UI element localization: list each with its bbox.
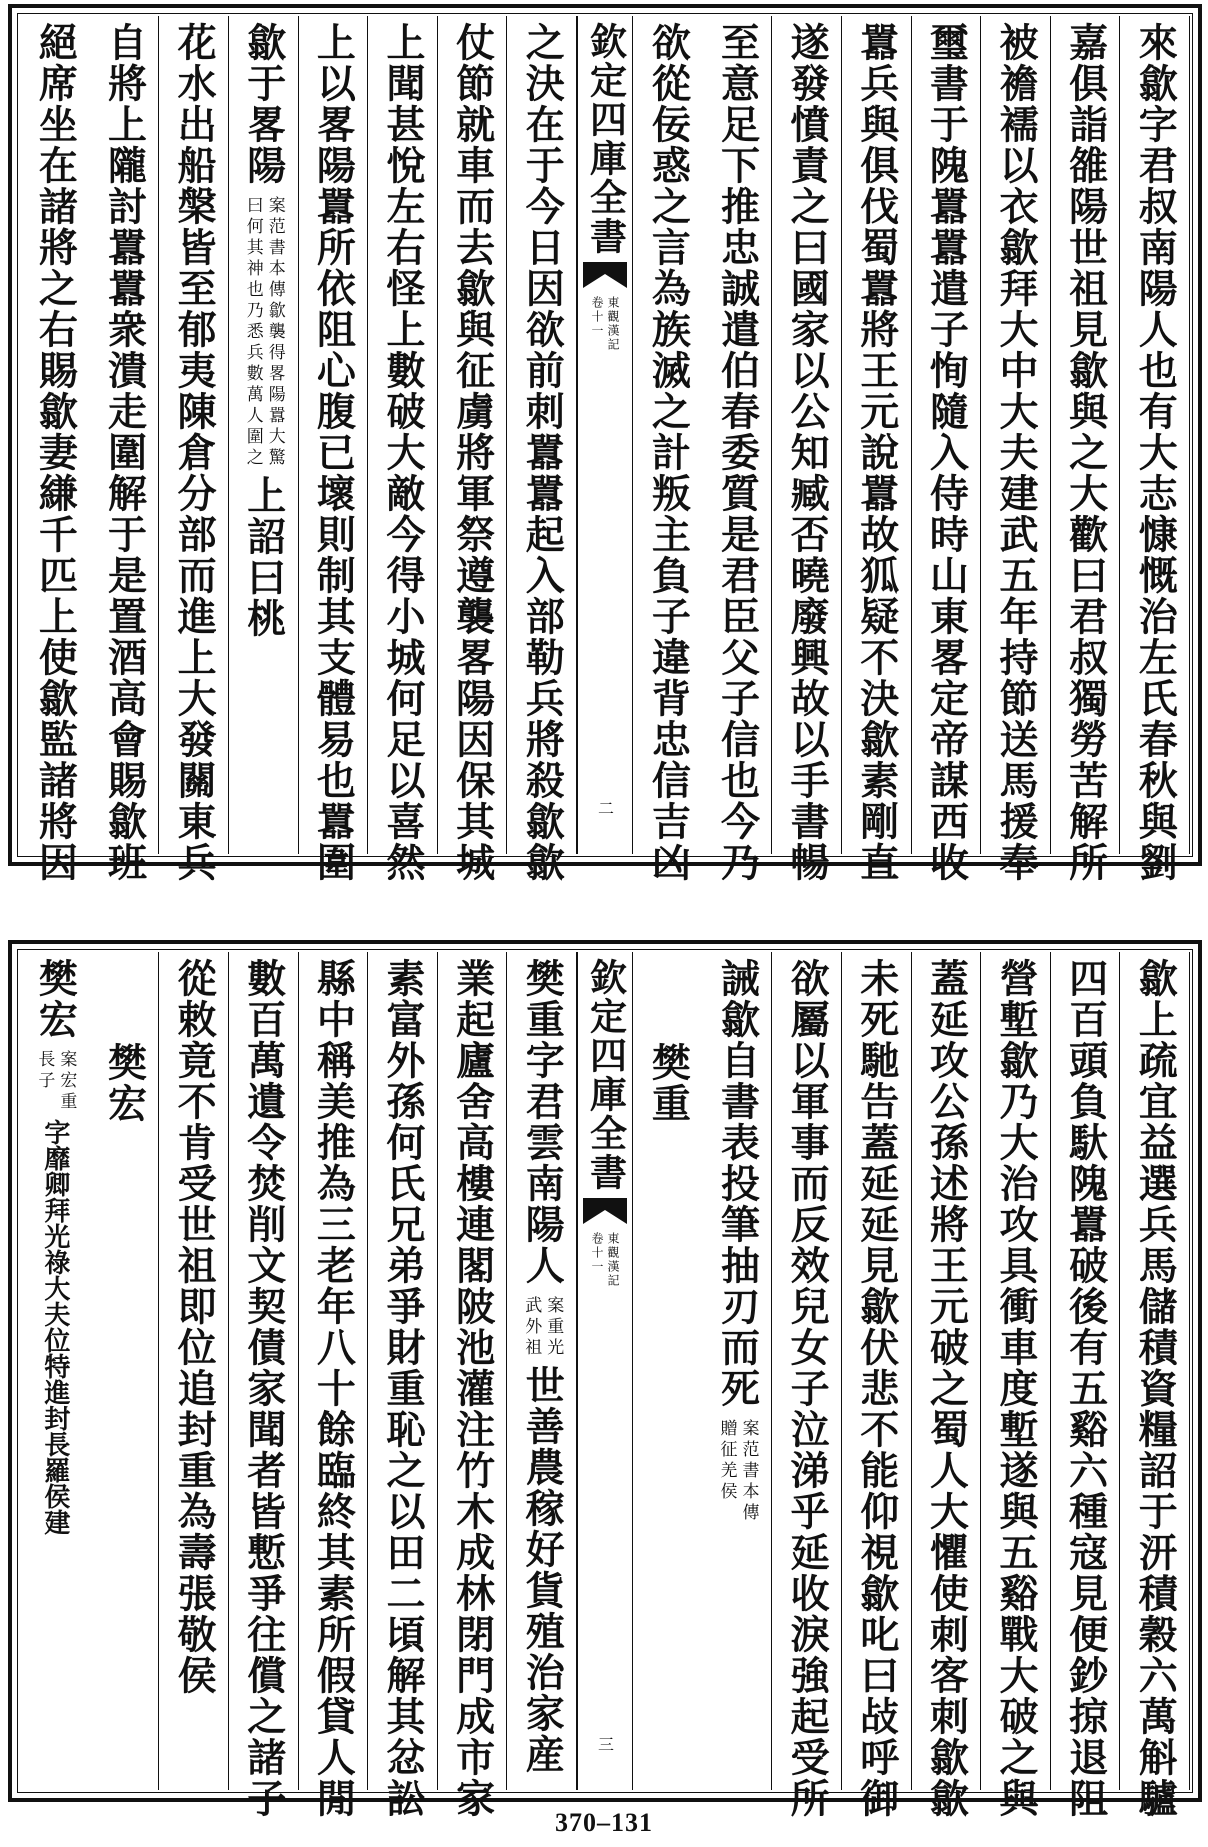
annotation-note bbox=[716, 1419, 759, 1524]
column-text: 世善農稼好貨殖治家産 bbox=[519, 1365, 566, 1775]
text-column bbox=[633, 952, 703, 1790]
text-column bbox=[90, 952, 160, 1790]
text-column bbox=[842, 16, 912, 883]
folio-number: 三 bbox=[595, 1736, 615, 1752]
column-text: 從敕竟不肯受世祖即位追封重為壽張敬侯 bbox=[171, 958, 218, 1696]
column-text: 縣中稱美推為三老年八十餘臨終其素所假貸人閒 bbox=[310, 958, 357, 1819]
column-text: 業起廬舍高樓連閣陂池灌注竹木成林閉門成市家 bbox=[449, 958, 496, 1819]
center-note-text: 東觀漢記 bbox=[606, 296, 620, 352]
text-column bbox=[299, 952, 369, 1819]
note-text: 贈征羌侯 bbox=[716, 1419, 737, 1503]
column-text: 誡歙自書表投筆抽刃而死 bbox=[714, 958, 761, 1409]
column-text: 樊宏 bbox=[32, 958, 79, 1040]
text-column bbox=[90, 16, 160, 883]
center-note-text: 卷十一 bbox=[590, 1232, 604, 1274]
column-text: 欲從佞惑之言為族滅之計叛主負子違背忠信吉凶 bbox=[645, 22, 692, 883]
column-text: 花水出船槃皆至郁夷陳倉分部而進上大發關東兵 bbox=[171, 22, 218, 883]
center-fold bbox=[577, 952, 633, 1790]
text-column bbox=[1120, 16, 1190, 883]
text-column bbox=[229, 16, 299, 854]
center-note-text: 卷十一 bbox=[590, 296, 604, 338]
column-text: 來歙字君叔南陽人也有大志慷慨治左氏春秋與劉 bbox=[1132, 22, 1179, 883]
column-text: 歙上疏宜益選兵馬儲積資糧詔于汧積穀六萬斛驢 bbox=[1132, 958, 1179, 1819]
center-note bbox=[591, 296, 619, 352]
column-text: 絕席坐在諸將之右賜歙妻縑千匹上使歙監諸將因 bbox=[32, 22, 79, 883]
text-column bbox=[912, 16, 982, 883]
annotation-note bbox=[244, 196, 283, 469]
text-column bbox=[981, 16, 1051, 883]
text-column bbox=[912, 952, 982, 1819]
section-heading: 樊重 bbox=[645, 1042, 692, 1124]
note-text: 武外祖 bbox=[521, 1296, 542, 1359]
text-column bbox=[20, 952, 90, 1790]
page-bottom bbox=[8, 940, 1202, 1819]
note-text: 案范書本傳歙襲得畧陽囂大驚 bbox=[264, 196, 285, 469]
column-text: 數百萬遺令焚削文契債家聞者皆慙爭往償之諸子 bbox=[240, 958, 287, 1819]
center-fold bbox=[577, 16, 633, 854]
column-text: 璽書于隗囂囂遣子恂隨入侍時山東畧定帝謀西收 bbox=[923, 22, 970, 883]
column-text: 囂兵與俱伐蜀囂將王元說囂故狐疑不決歙素剛直 bbox=[853, 22, 900, 883]
column-text: 上以畧陽囂所依阻心腹已壞則制其支體易也囂圍 bbox=[310, 22, 357, 883]
text-column bbox=[507, 16, 577, 883]
fishtail-mark-icon bbox=[583, 262, 627, 290]
text-column bbox=[20, 16, 90, 883]
column-text: 未死馳告蓋延延見歙伏悲不能仰視歙叱曰敁呼御 bbox=[853, 958, 900, 1819]
book-title: 欽定四庫全書 bbox=[583, 22, 628, 256]
text-column bbox=[368, 16, 438, 883]
text-column bbox=[229, 952, 299, 1819]
note-text: 長子 bbox=[34, 1050, 55, 1092]
column-text: 四百頭負馱隗囂破後有五谿六種寇見便鈔掠退阻 bbox=[1062, 958, 1109, 1819]
text-column bbox=[1051, 16, 1121, 883]
page-top bbox=[8, 4, 1202, 883]
column-text: 上詔曰桃 bbox=[240, 475, 287, 639]
annotation-note bbox=[521, 1296, 564, 1359]
text-column bbox=[438, 16, 508, 883]
text-column bbox=[981, 952, 1051, 1819]
annotation-note bbox=[34, 1050, 77, 1113]
text-column bbox=[772, 952, 842, 1819]
text-column bbox=[842, 952, 912, 1819]
folio-number: 二 bbox=[595, 800, 615, 816]
text-column bbox=[1120, 952, 1190, 1819]
center-note bbox=[591, 1232, 619, 1288]
column-text: 仗節就車而去歙與征虜將軍祭遵襲畧陽因保其城 bbox=[449, 22, 496, 883]
book-title: 欽定四庫全書 bbox=[583, 958, 628, 1192]
column-text: 至意足下推忠誠遣伯春委質是君臣父子信也今乃 bbox=[714, 22, 761, 883]
text-column bbox=[368, 952, 438, 1819]
text-column bbox=[703, 16, 773, 883]
text-column bbox=[772, 16, 842, 883]
note-text: 曰何其神也乃悉兵數萬人圍之 bbox=[242, 196, 263, 469]
page-footer-number: 370–131 bbox=[555, 1808, 653, 1837]
text-column bbox=[159, 16, 229, 883]
column-text: 樊重字君雲南陽人 bbox=[519, 958, 566, 1286]
text-column bbox=[438, 952, 508, 1819]
section-heading: 樊宏 bbox=[101, 1042, 148, 1124]
column-text: 嘉俱詣雒陽世祖見歙與之大歡曰君叔獨勞苦解所 bbox=[1062, 22, 1109, 883]
text-column bbox=[299, 16, 369, 883]
text-column bbox=[1051, 952, 1121, 1819]
column-text: 遂發憤責之曰國家以公知臧否曉廢興故以手書暢 bbox=[784, 22, 831, 883]
column-text: 蓋延攻公孫述將王元破之蜀人大懼使刺客刺歙歙 bbox=[923, 958, 970, 1819]
text-column bbox=[507, 952, 577, 1790]
fishtail-mark-icon bbox=[583, 1198, 627, 1226]
column-text: 之決在于今日因欲前刺囂囂起入部勒兵將殺歙歙 bbox=[519, 22, 566, 883]
column-text: 欲屬以軍事而反效兒女子泣涕乎延收淚強起受所 bbox=[784, 958, 831, 1819]
note-text: 案宏重 bbox=[56, 1050, 77, 1113]
text-column bbox=[633, 16, 703, 883]
column-text: 字靡卿拜光祿大夫位特進封長羅侯建 bbox=[39, 1119, 70, 1535]
text-column bbox=[703, 952, 773, 1790]
column-text: 自將上隴討囂囂衆潰走圍解于是置酒高會賜歙班 bbox=[101, 22, 148, 883]
column-text: 歙于畧陽 bbox=[240, 22, 287, 186]
note-text: 案范書本傳 bbox=[738, 1419, 759, 1524]
note-text: 案重光 bbox=[543, 1296, 564, 1359]
column-text: 上聞甚悅左右怪上數破大敵今得小城何足以喜然 bbox=[379, 22, 426, 883]
column-text: 素富外孫何氏兄弟爭財重恥之以田二頃解其忿訟 bbox=[379, 958, 426, 1819]
column-text: 營塹歙乃大治攻具衝車度塹遂與五谿戰大破之與 bbox=[992, 958, 1039, 1819]
text-column bbox=[159, 952, 229, 1790]
column-text: 被襜襦以衣歙拜大中大夫建武五年持節送馬援奉 bbox=[992, 22, 1039, 883]
center-note-text: 東觀漢記 bbox=[606, 1232, 620, 1288]
